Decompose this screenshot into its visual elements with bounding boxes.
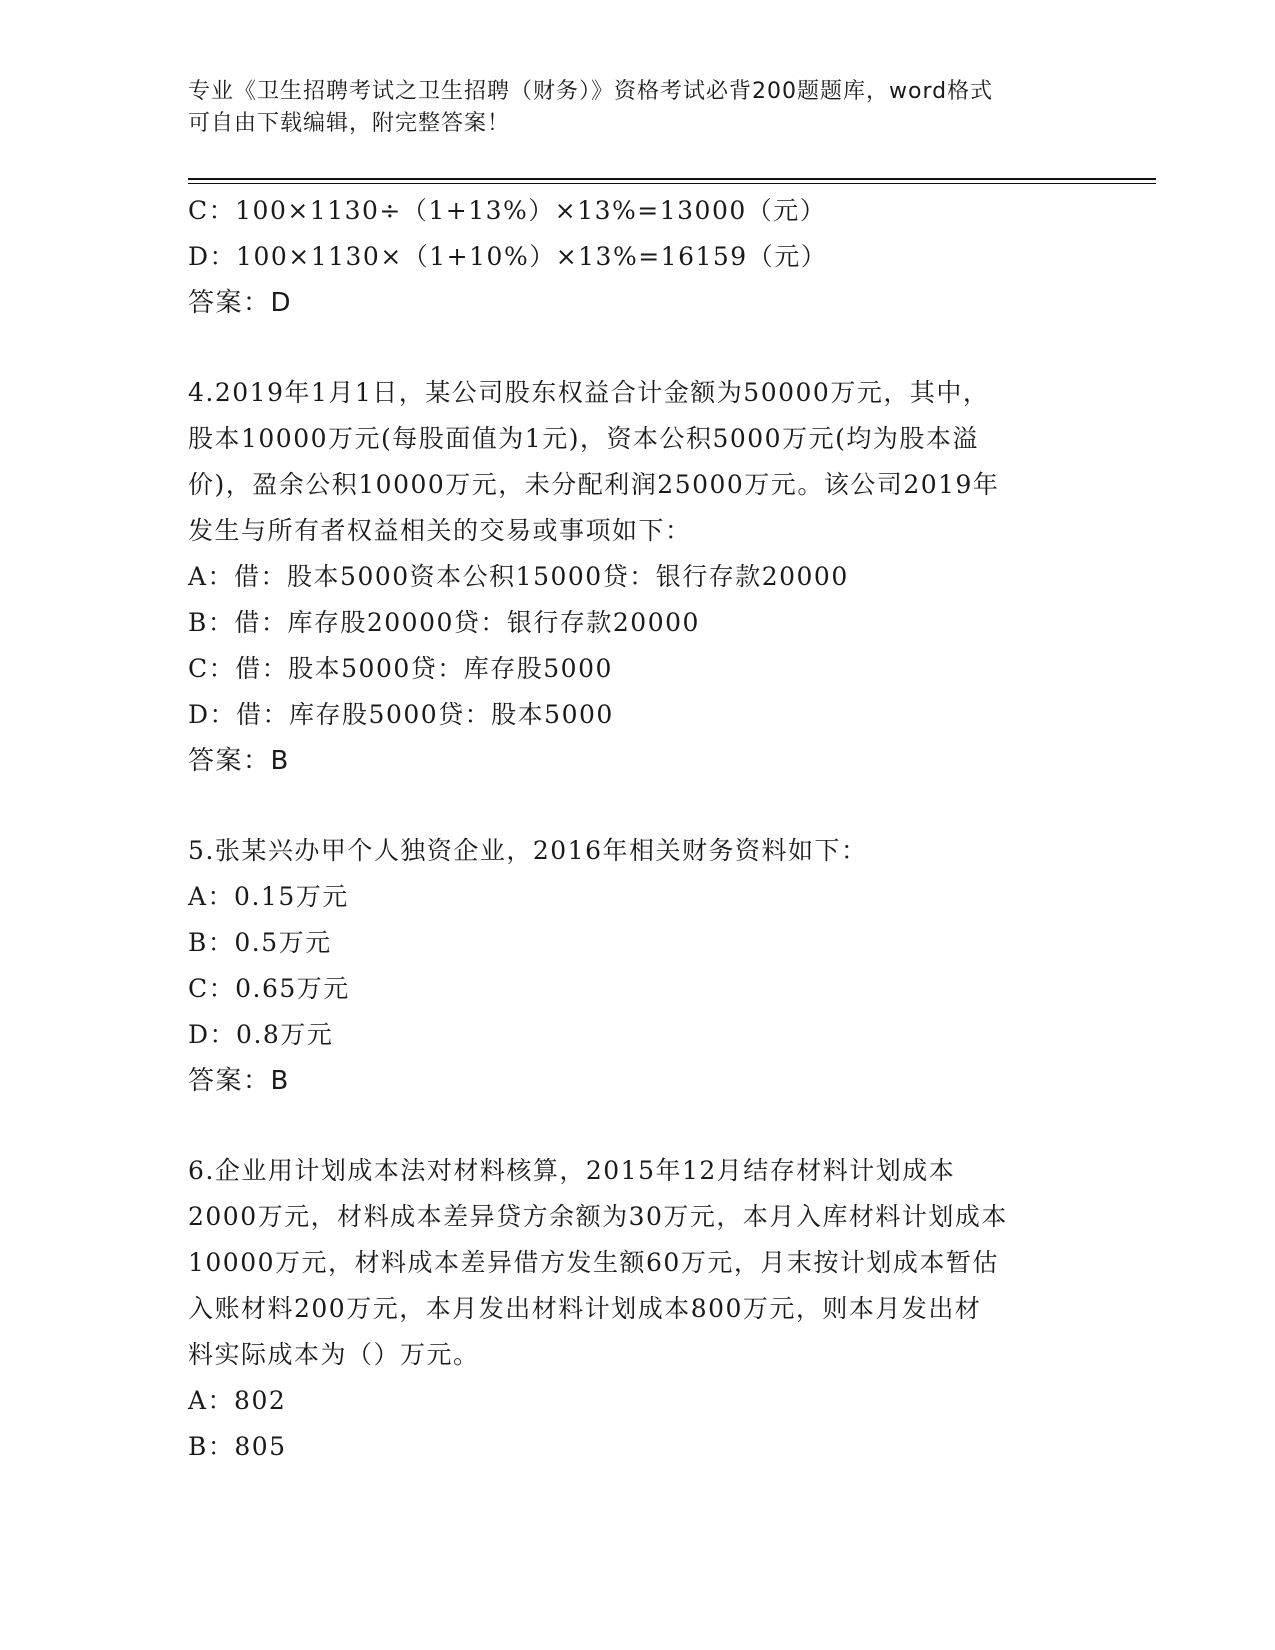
question-4 <box>188 370 1088 784</box>
q4-stem-line: 价)，盈余公积10000万元，未分配利润25000万元。该公司2019年 <box>188 470 1000 499</box>
q4-option-d: D：借：库存股5000贷：股本5000 <box>188 700 614 729</box>
header-divider-thick <box>188 178 1156 180</box>
q6-option-a: A：802 <box>188 1386 287 1415</box>
header-title-line-2: 可自由下载编辑，附完整答案！ <box>188 111 511 136</box>
q5-option-d: D：0.8万元 <box>188 1020 334 1049</box>
spacer <box>188 784 1088 828</box>
q4-stem-line: 4.2019年1月1日，某公司股东权益合计金额为50000万元，其中， <box>188 378 990 407</box>
q6-stem-line: 6.企业用计划成本法对材料核算，2015年12月结存材料计划成本 <box>188 1156 956 1185</box>
q4-stem-line: 发生与所有者权益相关的交易或事项如下： <box>188 516 692 545</box>
q5-option-c: C：0.65万元 <box>188 974 350 1003</box>
header-divider-thin <box>188 183 1156 184</box>
question-content <box>188 188 1088 1470</box>
q6-stem-line: 10000万元，材料成本差异借方发生额60万元，月末按计划成本暂估 <box>188 1248 999 1277</box>
q3-option-c: C：100×1130÷（1+13%）×13%=13000（元） <box>188 196 827 225</box>
header-title-line-1: 专业《卫生招聘考试之卫生招聘（财务）》资格考试必背200题题库，word格式 <box>188 79 994 104</box>
q5-option-a: A：0.15万元 <box>188 882 349 911</box>
q6-stem-line: 料实际成本为（）万元。 <box>188 1340 480 1369</box>
q4-answer: 答案：B <box>188 746 290 776</box>
document-header <box>188 76 1068 140</box>
q4-option-b: B：借：库存股20000贷：银行存款20000 <box>188 608 700 637</box>
q6-option-b: B：805 <box>188 1432 287 1461</box>
q3-answer: 答案：D <box>188 288 293 318</box>
q5-stem: 5.张某兴办甲个人独资企业，2016年相关财务资料如下： <box>188 836 868 865</box>
question-3 <box>188 188 1088 326</box>
q6-stem-line: 入账材料200万元，本月发出材料计划成本800万元，则本月发出材 <box>188 1294 982 1323</box>
question-6 <box>188 1148 1088 1470</box>
q3-option-d: D：100×1130×（1+10%）×13%=16159（元） <box>188 242 828 271</box>
q6-stem-line: 2000万元，材料成本差异贷方余额为30万元，本月入库材料计划成本 <box>188 1202 1008 1231</box>
q5-answer: 答案：B <box>188 1066 290 1096</box>
q4-option-a: A：借：股本5000资本公积15000贷：银行存款20000 <box>188 562 849 591</box>
q4-option-c: C：借：股本5000贷：库存股5000 <box>188 654 613 683</box>
question-5 <box>188 828 1088 1104</box>
spacer <box>188 1104 1088 1148</box>
q5-option-b: B：0.5万元 <box>188 928 332 957</box>
q4-stem-line: 股本10000万元(每股面值为1元)，资本公积5000万元(均为股本溢 <box>188 424 979 453</box>
spacer <box>188 326 1088 370</box>
